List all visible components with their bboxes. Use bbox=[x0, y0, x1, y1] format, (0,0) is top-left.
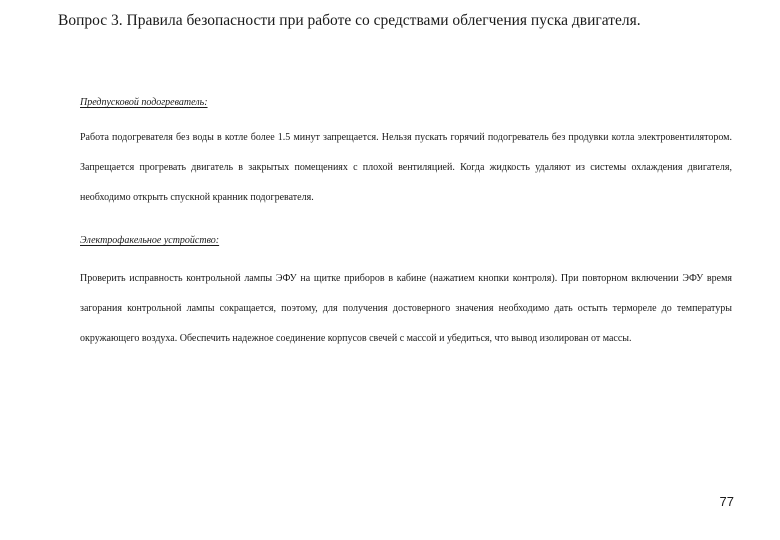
section-heading: Предпусковой подогреватель: bbox=[80, 97, 208, 108]
section-glow-device bbox=[80, 234, 732, 354]
section-body: Работа подогревателя без воды в котле более 1.5 минут запрещается. Нельзя пускать горячий подогреватель без продувки котла электровентилятором. Запрещается прогревать двигатель в закрытых помещениях с плохой вентиляцией. Когда жидкость удаляют из системы охлаждения двигателя, необходимо открыть спускной кранник подогревателя. bbox=[80, 132, 732, 203]
page-title: Вопрос 3. Правила безопасности при работе со средствами облегчения пуска двигателя. bbox=[58, 12, 641, 29]
section-preheater bbox=[80, 96, 732, 213]
section-body: Проверить исправность контрольной лампы ЭФУ на щитке приборов в кабине (нажатием кнопки контроля). При повторном включении ЭФУ время загорания контрольной лампы сокращается, поэтому, для получения достоверного значения необходимо дать остыть терморелe до температуры окружающего воздуха. Обеспечить надежное соединение корпусов свечей с массой и убедиться, что вывод изолирован от массы. bbox=[80, 273, 732, 344]
page-number: 77 bbox=[719, 494, 734, 509]
section-heading: Электрофакельное устройство: bbox=[80, 235, 220, 246]
